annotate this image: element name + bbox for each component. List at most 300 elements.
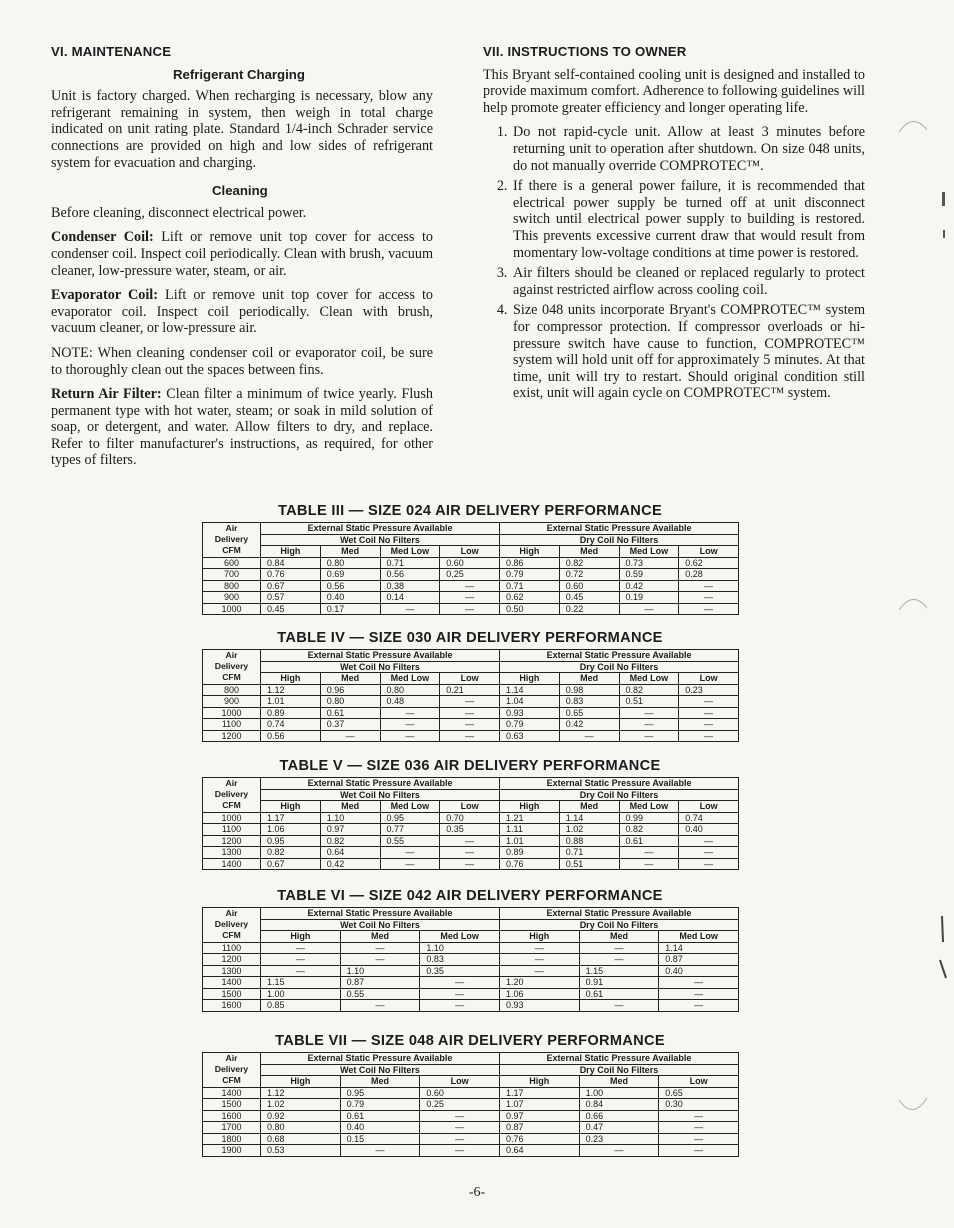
cfm-cell: 1100 — [203, 942, 261, 954]
pressure-cell: — — [619, 719, 679, 731]
pressure-cell: 1.10 — [420, 942, 500, 954]
table-row — [203, 1145, 739, 1157]
pressure-cell: 0.86 — [500, 557, 560, 569]
owner-instruction-item: 2. If there is a general power failure, it is recommended that electrical power supply be turned off at unit disconnect switch until electrical power supply to building is restored. This prevents excessive current draw that would result from momentary low-voltage conditions at time power is restored. — [511, 178, 865, 261]
pressure-cell: 0.23 — [679, 684, 739, 696]
air-header-line: CFM — [222, 930, 241, 941]
scan-artifact-mark — [940, 188, 950, 248]
cfm-cell: 800 — [203, 580, 261, 592]
filter-label: Return Air Filter: — [51, 386, 162, 403]
air-header-line: Air — [225, 908, 238, 919]
pressure-cell: 0.74 — [679, 812, 739, 824]
cfm-cell: 600 — [203, 557, 261, 569]
pressure-cell: 0.35 — [440, 824, 500, 836]
pressure-cell: — — [679, 730, 739, 742]
pressure-cell: 1.14 — [659, 942, 739, 954]
pressure-cell: 0.66 — [579, 1110, 659, 1122]
pressure-cell: — — [559, 730, 619, 742]
pressure-cell: 0.82 — [261, 847, 321, 859]
pressure-cell: 0.25 — [440, 569, 500, 581]
table-title: TABLE VI — SIZE 042 AIR DELIVERY PERFORMANCE — [277, 888, 663, 904]
speed-column-header: Med — [579, 1076, 659, 1088]
pressure-group-header: External Static Pressure Available — [261, 1053, 500, 1065]
table-row — [203, 1099, 739, 1111]
pressure-cell: — — [659, 1133, 739, 1145]
pressure-cell: 0.87 — [340, 977, 420, 989]
speed-column-header: Med Low — [659, 931, 739, 943]
pressure-cell: 0.67 — [261, 580, 321, 592]
table-row — [203, 603, 739, 615]
pressure-cell: 0.89 — [261, 707, 321, 719]
table-size-042 — [202, 888, 738, 1012]
pressure-cell: 0.23 — [579, 1133, 659, 1145]
pressure-cell: 0.19 — [619, 592, 679, 604]
table-row — [203, 684, 739, 696]
header-row — [203, 919, 739, 931]
speed-column-header: Med — [340, 931, 420, 943]
pressure-cell: 0.60 — [440, 557, 500, 569]
pressure-cell: — — [440, 719, 500, 731]
pressure-cell: 1.01 — [261, 696, 321, 708]
pressure-cell: — — [380, 719, 440, 731]
pressure-cell: 0.28 — [679, 569, 739, 581]
pressure-cell: — — [619, 847, 679, 859]
table-row — [203, 824, 739, 836]
cfm-cell: 1400 — [203, 1087, 261, 1099]
pressure-cell: 1.07 — [499, 1099, 579, 1111]
pressure-cell: — — [440, 730, 500, 742]
coil-condition-header: Dry Coil No Filters — [499, 1064, 738, 1076]
air-delivery-header — [203, 778, 261, 813]
pressure-cell: — — [679, 847, 739, 859]
pressure-cell: 0.42 — [320, 858, 380, 870]
pressure-cell: — — [579, 1000, 659, 1012]
speed-column-header: Low — [679, 546, 739, 558]
condenser-paragraph — [51, 229, 433, 279]
pressure-cell: 1.04 — [500, 696, 560, 708]
header-row — [203, 650, 739, 662]
pressure-cell: 0.95 — [380, 812, 440, 824]
evaporator-paragraph — [51, 287, 433, 337]
pressure-cell: 0.79 — [340, 1099, 420, 1111]
table-row — [203, 580, 739, 592]
pressure-cell: 0.21 — [440, 684, 500, 696]
speed-column-header: Med Low — [619, 546, 679, 558]
pressure-cell: 1.00 — [261, 988, 341, 1000]
cfm-cell: 1200 — [203, 835, 261, 847]
speed-column-header: Low — [440, 673, 500, 685]
pressure-cell: 0.92 — [261, 1110, 341, 1122]
header-row — [203, 546, 739, 558]
pressure-cell: 1.21 — [500, 812, 560, 824]
scan-artifact-arc — [893, 590, 933, 640]
pressure-cell: 0.56 — [261, 730, 321, 742]
pressure-cell: — — [619, 730, 679, 742]
pressure-cell: 0.71 — [500, 580, 560, 592]
cfm-cell: 700 — [203, 569, 261, 581]
pressure-cell: 1.01 — [500, 835, 560, 847]
pressure-cell: — — [659, 1000, 739, 1012]
pressure-group-header: External Static Pressure Available — [500, 650, 739, 662]
pressure-cell: 0.61 — [320, 707, 380, 719]
air-header-line: Air — [225, 650, 238, 661]
speed-column-header: High — [261, 931, 341, 943]
pressure-cell: 0.35 — [420, 965, 500, 977]
speed-column-header: Low — [659, 1076, 739, 1088]
header-row — [203, 523, 739, 535]
pressure-cell: — — [659, 1110, 739, 1122]
air-header-line: Air — [225, 523, 238, 534]
pressure-cell: 0.22 — [559, 603, 619, 615]
pressure-cell: 1.12 — [261, 684, 321, 696]
condenser-text: Lift or remove unit top cover for access to condenser coil. Inspect coil periodically. Clean with brush, vacuum cleaner, low-pressure water, steam, or air. — [51, 229, 433, 279]
pressure-cell: 0.45 — [261, 603, 321, 615]
coil-condition-header: Wet Coil No Filters — [261, 534, 500, 546]
speed-column-header: Med — [320, 801, 380, 813]
pressure-cell: — — [420, 1145, 500, 1157]
pressure-group-header: External Static Pressure Available — [500, 523, 739, 535]
pressure-group-header: External Static Pressure Available — [499, 1053, 738, 1065]
header-row — [203, 778, 739, 790]
speed-column-header: Low — [440, 546, 500, 558]
pressure-cell: — — [340, 1000, 420, 1012]
pressure-cell: 1.12 — [261, 1087, 341, 1099]
pressure-cell: 1.02 — [261, 1099, 341, 1111]
pressure-group-header: External Static Pressure Available — [500, 778, 739, 790]
header-row — [203, 534, 739, 546]
air-delivery-header — [203, 650, 261, 685]
speed-column-header: High — [499, 1076, 579, 1088]
pressure-cell: — — [659, 1122, 739, 1134]
coil-condition-header: Wet Coil No Filters — [261, 789, 500, 801]
pressure-cell: 0.68 — [261, 1133, 341, 1145]
pressure-cell: — — [499, 954, 579, 966]
table-row — [203, 1133, 739, 1145]
cleaning-intro: Before cleaning, disconnect electrical power. — [51, 204, 307, 221]
pressure-cell: 0.99 — [619, 812, 679, 824]
pressure-cell: — — [420, 1000, 500, 1012]
header-row — [203, 801, 739, 813]
pressure-cell: 0.37 — [320, 719, 380, 731]
pressure-cell: 0.69 — [320, 569, 380, 581]
speed-column-header: High — [261, 1076, 341, 1088]
cfm-cell: 1800 — [203, 1133, 261, 1145]
table-row — [203, 1000, 739, 1012]
air-header-line: CFM — [222, 545, 241, 556]
header-row — [203, 908, 739, 920]
speed-column-header: High — [500, 546, 560, 558]
pressure-cell: 0.42 — [559, 719, 619, 731]
maintenance-heading: VI. MAINTENANCE — [51, 44, 172, 59]
table-row — [203, 696, 739, 708]
owner-instruction-item: 4. Size 048 units incorporate Bryant's COMPROTEC™ system for compressor protection. If compressor overloads or hi-pressure switch have cause to function, COMPROTEC™ system will hold unit off for approximately 5 minutes. At that time, unit will try to restart. Should original condition still exist, unit will again cycle on COMPROTEC™ system. — [511, 302, 865, 402]
filter-text: Clean filter a minimum of twice yearly. Flush permanent type with hot water, steam; or soak in mild solution of soap, or detergent, and water. Allow filters to dry, and replace. Refer to filter manufacturer's instructions, as required, for other types of filters. — [51, 386, 434, 469]
pressure-cell: 0.48 — [380, 696, 440, 708]
air-header-line: Air — [225, 778, 238, 789]
pressure-cell: 1.17 — [499, 1087, 579, 1099]
pressure-cell: — — [420, 977, 500, 989]
pressure-cell: — — [679, 696, 739, 708]
owner-instruction-item: 3. Air filters should be cleaned or replaced regularly to protect against restricted airflow across cooling coil. — [511, 265, 865, 298]
pressure-cell: 0.55 — [340, 988, 420, 1000]
cfm-cell: 1600 — [203, 1000, 261, 1012]
pressure-cell: — — [440, 847, 500, 859]
pressure-cell: 0.51 — [559, 858, 619, 870]
speed-column-header: High — [261, 801, 321, 813]
pressure-cell: 0.65 — [659, 1087, 739, 1099]
pressure-cell: — — [380, 858, 440, 870]
pressure-cell: — — [440, 835, 500, 847]
header-row — [203, 673, 739, 685]
pressure-group-header: External Static Pressure Available — [261, 778, 500, 790]
speed-column-header: Low — [420, 1076, 500, 1088]
speed-column-header: Med — [559, 673, 619, 685]
pressure-cell: 0.40 — [320, 592, 380, 604]
speed-column-header: Med Low — [380, 801, 440, 813]
pressure-cell: — — [420, 1110, 500, 1122]
pressure-cell: — — [420, 988, 500, 1000]
pressure-cell: 0.80 — [320, 696, 380, 708]
pressure-cell: 0.17 — [320, 603, 380, 615]
pressure-cell: 0.45 — [559, 592, 619, 604]
pressure-cell: — — [380, 730, 440, 742]
speed-column-header: High — [499, 931, 579, 943]
speed-column-header: Med — [320, 673, 380, 685]
table-row — [203, 569, 739, 581]
pressure-cell: 1.14 — [500, 684, 560, 696]
cfm-cell: 1200 — [203, 730, 261, 742]
coil-condition-header: Wet Coil No Filters — [261, 919, 500, 931]
speed-column-header: Low — [679, 673, 739, 685]
pressure-cell: 0.64 — [320, 847, 380, 859]
pressure-cell: — — [320, 730, 380, 742]
speed-column-header: Med Low — [380, 546, 440, 558]
speed-column-header: Med Low — [380, 673, 440, 685]
air-header-line: Delivery — [214, 919, 249, 930]
cfm-cell: 900 — [203, 696, 261, 708]
table-size-048 — [202, 1033, 738, 1157]
pressure-cell: 0.67 — [261, 858, 321, 870]
speed-column-header: Med — [320, 546, 380, 558]
pressure-cell: — — [679, 603, 739, 615]
pressure-cell: — — [420, 1133, 500, 1145]
pressure-cell: 0.50 — [500, 603, 560, 615]
pressure-cell: 0.40 — [340, 1122, 420, 1134]
refrigerant-paragraph: Unit is factory charged. When recharging is necessary, blow any refrigerant remaining in system, then weigh in total charge indicated on unit rating plate. Standard 1/4-inch Schrader service connections are provided on high and low sides of refrigerant system for evacuation and charging. — [51, 88, 433, 171]
pressure-cell: 0.88 — [559, 835, 619, 847]
owner-instruction-item: 1. Do not rapid-cycle unit. Allow at least 3 minutes before returning unit to operation after shutdown. On size 048 units, do not manually override COMPROTEC™. — [511, 124, 865, 174]
air-header-line: Air — [225, 1053, 238, 1064]
pressure-cell: 1.10 — [320, 812, 380, 824]
pressure-cell: 0.62 — [679, 557, 739, 569]
evaporator-label: Evaporator Coil: — [51, 287, 158, 304]
pressure-cell: 0.80 — [261, 1122, 341, 1134]
pressure-cell: 0.72 — [559, 569, 619, 581]
pressure-cell: — — [340, 954, 420, 966]
scan-artifact-arc — [893, 112, 933, 162]
pressure-cell: 0.56 — [380, 569, 440, 581]
speed-column-header: Low — [440, 801, 500, 813]
table-row — [203, 1087, 739, 1099]
pressure-cell: 0.61 — [579, 988, 659, 1000]
pressure-cell: 0.74 — [261, 719, 321, 731]
pressure-cell: — — [659, 977, 739, 989]
cfm-cell: 1300 — [203, 965, 261, 977]
pressure-cell: — — [340, 942, 420, 954]
speed-column-header: High — [261, 673, 321, 685]
speed-column-header: Low — [679, 801, 739, 813]
pressure-cell: 0.53 — [261, 1145, 341, 1157]
pressure-cell: — — [340, 1145, 420, 1157]
speed-column-header: High — [500, 673, 560, 685]
air-delivery-header — [203, 1053, 261, 1088]
pressure-cell: 0.79 — [500, 719, 560, 731]
performance-table — [202, 1052, 739, 1157]
pressure-cell: — — [440, 603, 500, 615]
pressure-cell: 0.71 — [559, 847, 619, 859]
cleaning-heading: Cleaning — [212, 183, 268, 199]
speed-column-header: Med — [559, 801, 619, 813]
pressure-cell: 0.87 — [499, 1122, 579, 1134]
owner-instruction-list — [483, 124, 865, 402]
pressure-cell: 1.11 — [500, 824, 560, 836]
performance-table — [202, 649, 739, 742]
pressure-cell: 0.57 — [261, 592, 321, 604]
table-title: TABLE III — SIZE 024 AIR DELIVERY PERFORMANCE — [277, 503, 663, 519]
cfm-cell: 1500 — [203, 988, 261, 1000]
pressure-cell: 1.14 — [559, 812, 619, 824]
air-delivery-header — [203, 523, 261, 558]
table-row — [203, 592, 739, 604]
table-title: TABLE VII — SIZE 048 AIR DELIVERY PERFORMANCE — [275, 1033, 665, 1049]
pressure-cell: — — [679, 580, 739, 592]
cfm-cell: 1000 — [203, 603, 261, 615]
pressure-cell: 0.40 — [679, 824, 739, 836]
pressure-cell: 0.61 — [619, 835, 679, 847]
coil-condition-header: Wet Coil No Filters — [261, 661, 500, 673]
table-title: TABLE V — SIZE 036 AIR DELIVERY PERFORMANCE — [279, 758, 661, 774]
pressure-cell: — — [380, 603, 440, 615]
pressure-cell: — — [579, 942, 659, 954]
note-paragraph — [51, 345, 433, 378]
pressure-cell: 0.76 — [499, 1133, 579, 1145]
air-header-line: Delivery — [214, 1064, 249, 1075]
cfm-cell: 800 — [203, 684, 261, 696]
air-header-line: Delivery — [214, 661, 249, 672]
pressure-cell: 0.51 — [619, 696, 679, 708]
pressure-cell: 0.80 — [380, 684, 440, 696]
air-header-line: CFM — [222, 1075, 241, 1086]
pressure-cell: 0.77 — [380, 824, 440, 836]
pressure-cell: — — [440, 592, 500, 604]
pressure-cell: 0.85 — [261, 1000, 341, 1012]
pressure-cell: 0.89 — [500, 847, 560, 859]
pressure-cell: 0.14 — [380, 592, 440, 604]
pressure-cell: 0.82 — [619, 684, 679, 696]
cfm-cell: 1500 — [203, 1099, 261, 1111]
pressure-cell: — — [619, 707, 679, 719]
table-row — [203, 977, 739, 989]
cfm-cell: 1000 — [203, 707, 261, 719]
pressure-cell: — — [619, 603, 679, 615]
header-row — [203, 789, 739, 801]
speed-column-header: Med — [559, 546, 619, 558]
pressure-cell: — — [261, 942, 341, 954]
table-row — [203, 1122, 739, 1134]
cfm-cell: 1100 — [203, 824, 261, 836]
table-size-030 — [202, 630, 738, 742]
cfm-cell: 1900 — [203, 1145, 261, 1157]
refrigerant-heading: Refrigerant Charging — [173, 66, 305, 82]
pressure-cell: 0.82 — [320, 835, 380, 847]
header-row — [203, 1053, 739, 1065]
pressure-cell: 1.06 — [261, 824, 321, 836]
pressure-cell: 0.65 — [559, 707, 619, 719]
pressure-cell: 0.30 — [659, 1099, 739, 1111]
pressure-cell: 1.06 — [499, 988, 579, 1000]
pressure-cell: — — [499, 942, 579, 954]
pressure-group-header: External Static Pressure Available — [261, 523, 500, 535]
pressure-cell: 0.93 — [500, 707, 560, 719]
filter-paragraph — [51, 386, 433, 469]
pressure-cell: 0.56 — [320, 580, 380, 592]
table-row — [203, 730, 739, 742]
pressure-cell: 0.96 — [320, 684, 380, 696]
table-row — [203, 719, 739, 731]
table-row — [203, 988, 739, 1000]
pressure-cell: 0.42 — [619, 580, 679, 592]
performance-table — [202, 522, 739, 615]
pressure-cell: 0.97 — [499, 1110, 579, 1122]
air-header-line: Delivery — [214, 534, 249, 545]
pressure-group-header: External Static Pressure Available — [261, 650, 500, 662]
page-number: -6- — [468, 1185, 486, 1200]
pressure-cell: — — [679, 835, 739, 847]
pressure-cell: 0.71 — [380, 557, 440, 569]
table-row — [203, 835, 739, 847]
speed-column-header: Med Low — [619, 801, 679, 813]
pressure-cell: 0.60 — [559, 580, 619, 592]
header-row — [203, 661, 739, 673]
pressure-cell: 0.98 — [559, 684, 619, 696]
pressure-cell: — — [679, 707, 739, 719]
pressure-cell: 0.55 — [380, 835, 440, 847]
speed-column-header: High — [261, 546, 321, 558]
header-row — [203, 931, 739, 943]
coil-condition-header: Dry Coil No Filters — [500, 534, 739, 546]
air-header-line: CFM — [222, 800, 241, 811]
pressure-cell: 0.47 — [579, 1122, 659, 1134]
cfm-cell: 1200 — [203, 954, 261, 966]
cfm-cell: 1100 — [203, 719, 261, 731]
pressure-cell: 0.80 — [320, 557, 380, 569]
pressure-cell: 0.59 — [619, 569, 679, 581]
pressure-cell: — — [499, 965, 579, 977]
owner-heading: VII. INSTRUCTIONS TO OWNER — [483, 44, 687, 59]
note-label: NOTE: — [51, 344, 93, 361]
air-header-line: Delivery — [214, 789, 249, 800]
cfm-cell: 1400 — [203, 977, 261, 989]
pressure-cell: 0.82 — [559, 557, 619, 569]
pressure-cell: 1.20 — [499, 977, 579, 989]
pressure-cell: 0.91 — [579, 977, 659, 989]
pressure-cell: 0.63 — [500, 730, 560, 742]
pressure-cell: — — [579, 1145, 659, 1157]
pressure-cell: 1.15 — [261, 977, 341, 989]
pressure-cell: — — [440, 696, 500, 708]
table-row — [203, 847, 739, 859]
table-row — [203, 557, 739, 569]
